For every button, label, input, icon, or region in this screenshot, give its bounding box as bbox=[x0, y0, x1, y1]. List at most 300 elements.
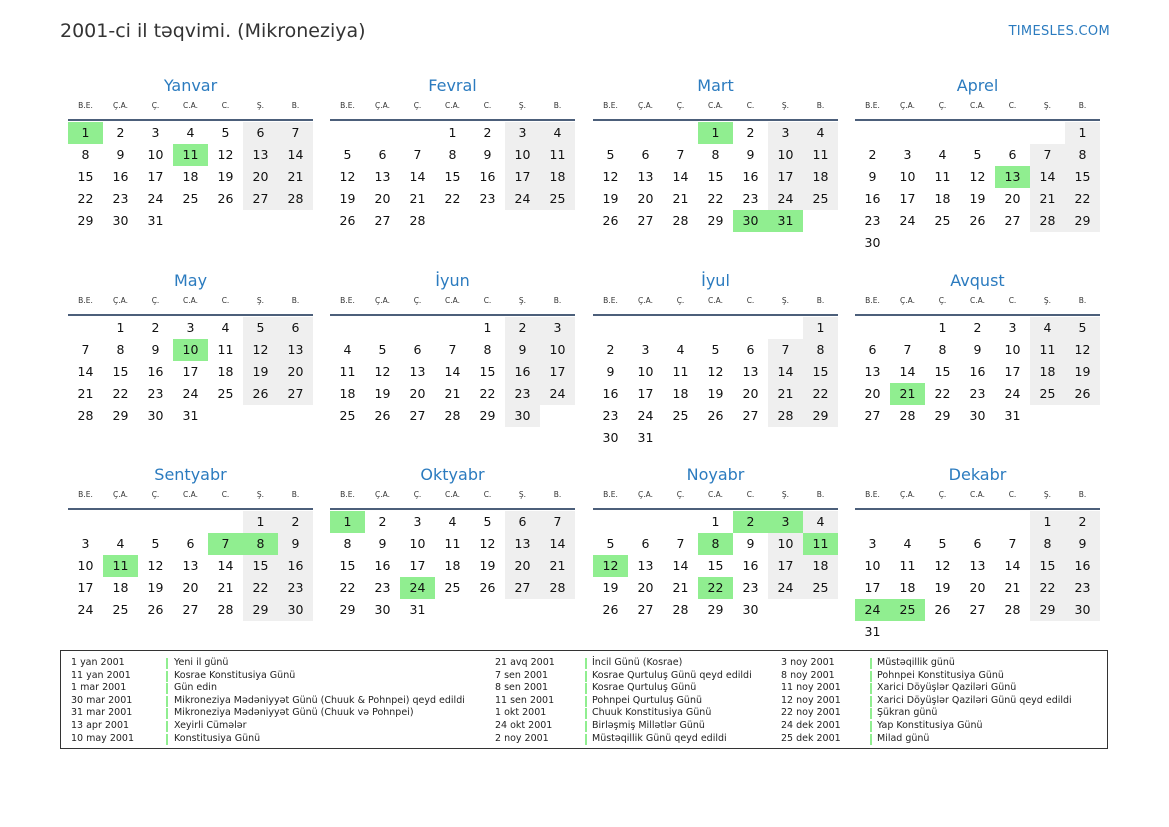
day-cell: 15 bbox=[339, 558, 356, 573]
weekday-label: Ş. bbox=[256, 490, 265, 499]
holiday-name: Pohnpei Qurtuluş Günü bbox=[592, 694, 702, 706]
holiday-marker bbox=[585, 671, 587, 682]
day-cell: 19 bbox=[147, 580, 164, 595]
day-cell: 14 bbox=[540, 533, 575, 555]
day-cell: 24 bbox=[899, 213, 916, 228]
day-cell: 25 bbox=[672, 408, 689, 423]
holiday-name: Mikroneziya Mədəniyyət Günü (Chuuk və Pohnpei) bbox=[174, 707, 414, 719]
weekday-header bbox=[68, 296, 313, 310]
day-cell: 23 bbox=[864, 213, 881, 228]
day-cell: 9 bbox=[746, 536, 755, 551]
day-cell: 5 bbox=[243, 317, 278, 339]
day-cell: 19 bbox=[339, 191, 356, 206]
day-cell: 15 bbox=[112, 364, 129, 379]
day-cell: 25 bbox=[803, 577, 838, 599]
day-cell: 17 bbox=[768, 166, 803, 188]
day-cell: 3 bbox=[413, 514, 422, 529]
holiday-name: İncil Günü (Kosrae) bbox=[592, 657, 683, 668]
day-cell: 8 bbox=[803, 339, 838, 361]
header-divider bbox=[330, 119, 575, 121]
day-cell: 27 bbox=[742, 408, 759, 423]
day-cell: 19 bbox=[969, 191, 986, 206]
weekday-label: B. bbox=[1078, 296, 1087, 305]
day-cell: 16 bbox=[374, 558, 391, 573]
day-cell: 28 bbox=[540, 577, 575, 599]
day-cell: 26 bbox=[217, 191, 234, 206]
day-cell: 22 bbox=[707, 191, 724, 206]
day-cell: 24 bbox=[1004, 386, 1021, 401]
day-cell: 21 bbox=[409, 191, 426, 206]
weekday-label: Ş. bbox=[1043, 490, 1052, 499]
day-cell: 31 bbox=[1004, 408, 1021, 423]
day-cell: 10 bbox=[540, 339, 575, 361]
day-cell: 19 bbox=[602, 191, 619, 206]
day-cell: 15 bbox=[77, 169, 94, 184]
day-cell: 1 bbox=[938, 320, 947, 335]
day-cell: 5 bbox=[938, 536, 947, 551]
day-cell: 2 bbox=[746, 125, 755, 140]
holiday-marker bbox=[870, 734, 872, 745]
header-divider bbox=[855, 119, 1100, 121]
weekday-label: Ş. bbox=[781, 490, 790, 499]
day-cell: 25 bbox=[339, 408, 356, 423]
day-cell: 13 bbox=[637, 558, 654, 573]
month-name: Sentyabr bbox=[154, 465, 227, 484]
day-cell: 4 bbox=[676, 342, 685, 357]
holiday-name: Milad günü bbox=[877, 732, 930, 744]
weekday-label: B. bbox=[553, 101, 562, 110]
day-cell: 10 bbox=[1004, 342, 1021, 357]
day-cell: 17 bbox=[540, 361, 575, 383]
day-cell: 28 bbox=[899, 408, 916, 423]
day-cell: 21 bbox=[672, 191, 689, 206]
day-cell: 17 bbox=[899, 191, 916, 206]
day-cell: 16 bbox=[112, 169, 129, 184]
holiday-marker bbox=[870, 721, 872, 732]
day-cell: 10 bbox=[409, 536, 426, 551]
weekday-label: Ç. bbox=[151, 490, 160, 499]
holiday-marker bbox=[870, 658, 872, 669]
day-cell: 4 bbox=[186, 125, 195, 140]
day-cell: 31 bbox=[182, 408, 199, 423]
day-cell: 7 bbox=[1008, 536, 1017, 551]
day-cell: 4 bbox=[116, 536, 125, 551]
month-name: Oktyabr bbox=[420, 465, 485, 484]
day-cell: 13 bbox=[182, 558, 199, 573]
header-divider bbox=[330, 508, 575, 510]
day-cell: 16 bbox=[969, 364, 986, 379]
month-name: Noyabr bbox=[686, 465, 745, 484]
weekday-label: Ç. bbox=[676, 296, 685, 305]
weekday-label: Ş. bbox=[256, 296, 265, 305]
day-cell: 31 bbox=[637, 430, 654, 445]
day-cell: 7 bbox=[903, 342, 912, 357]
holiday-date: 1 okt 2001 bbox=[495, 707, 547, 719]
day-cell: 19 bbox=[374, 386, 391, 401]
day-cell: 17 bbox=[147, 169, 164, 184]
day-cell: 25 bbox=[444, 580, 461, 595]
day-cell: 7 bbox=[413, 147, 422, 162]
holiday-date: 13 apr 2001 bbox=[71, 719, 130, 731]
day-cell: 9 bbox=[868, 169, 877, 184]
holiday-day-cell: 1 bbox=[68, 122, 103, 144]
weekday-label: C. bbox=[1008, 490, 1017, 499]
day-cell: 14 bbox=[1030, 166, 1065, 188]
weekday-label: Ç. bbox=[151, 296, 160, 305]
day-cell: 1 bbox=[448, 125, 457, 140]
weekday-label: C.A. bbox=[444, 296, 460, 305]
day-cell: 3 bbox=[151, 125, 160, 140]
weekday-label: Ç.A. bbox=[374, 490, 390, 499]
day-cell: 18 bbox=[1030, 361, 1065, 383]
day-cell: 18 bbox=[899, 580, 916, 595]
weekday-label: Ş. bbox=[781, 101, 790, 110]
day-cell: 7 bbox=[676, 147, 685, 162]
day-cell: 9 bbox=[151, 342, 160, 357]
day-cell: 3 bbox=[868, 536, 877, 551]
day-cell: 26 bbox=[934, 602, 951, 617]
day-cell: 5 bbox=[973, 147, 982, 162]
holiday-name: Chuuk Konstitusiya Günü bbox=[592, 707, 712, 719]
day-cell: 11 bbox=[217, 342, 234, 357]
weekday-label: Ş. bbox=[1043, 101, 1052, 110]
day-cell: 11 bbox=[672, 364, 689, 379]
day-cell: 20 bbox=[1004, 191, 1021, 206]
day-cell: 19 bbox=[243, 361, 278, 383]
day-cell: 20 bbox=[637, 191, 654, 206]
day-cell: 26 bbox=[147, 602, 164, 617]
day-cell: 30 bbox=[505, 405, 540, 427]
weekday-label: C. bbox=[746, 101, 755, 110]
day-cell: 24 bbox=[147, 191, 164, 206]
holiday-date: 10 may 2001 bbox=[71, 732, 135, 744]
holiday-day-cell: 21 bbox=[890, 383, 925, 405]
day-cell: 7 bbox=[768, 339, 803, 361]
day-cell: 28 bbox=[217, 602, 234, 617]
day-cell: 11 bbox=[444, 536, 461, 551]
holiday-day-cell: 3 bbox=[768, 511, 803, 533]
weekday-header bbox=[855, 490, 1100, 504]
day-cell: 29 bbox=[1030, 599, 1065, 621]
day-cell: 14 bbox=[444, 364, 461, 379]
holiday-day-cell: 8 bbox=[243, 533, 278, 555]
weekday-label: B. bbox=[816, 101, 825, 110]
holiday-name: Müstəqillik günü bbox=[877, 657, 955, 668]
day-cell: 2 bbox=[378, 514, 387, 529]
day-cell: 17 bbox=[637, 386, 654, 401]
day-cell: 20 bbox=[182, 580, 199, 595]
day-cell: 8 bbox=[1065, 144, 1100, 166]
weekday-label: C. bbox=[221, 101, 230, 110]
day-cell: 14 bbox=[1004, 558, 1021, 573]
day-cell: 14 bbox=[278, 144, 313, 166]
holiday-marker bbox=[166, 721, 168, 732]
day-cell: 6 bbox=[641, 147, 650, 162]
holiday-day-cell: 1 bbox=[698, 122, 733, 144]
day-cell: 22 bbox=[479, 386, 496, 401]
day-cell: 4 bbox=[448, 514, 457, 529]
day-cell: 27 bbox=[243, 188, 278, 210]
day-cell: 29 bbox=[707, 213, 724, 228]
holiday-date: 21 avq 2001 bbox=[495, 657, 555, 668]
day-cell: 13 bbox=[742, 364, 759, 379]
weekday-label: B. bbox=[291, 490, 300, 499]
day-cell: 13 bbox=[243, 144, 278, 166]
weekday-label: Ç.A. bbox=[899, 101, 915, 110]
holiday-name: Mikroneziya Mədəniyyət Günü (Chuuk & Pohnpei) qeyd edildi bbox=[174, 694, 465, 706]
day-cell: 14 bbox=[409, 169, 426, 184]
weekday-label: Ş. bbox=[518, 490, 527, 499]
day-cell: 7 bbox=[676, 536, 685, 551]
holiday-legend bbox=[60, 650, 1108, 749]
day-cell: 21 bbox=[672, 580, 689, 595]
day-cell: 27 bbox=[969, 602, 986, 617]
day-cell: 16 bbox=[742, 169, 759, 184]
holiday-date: 2 noy 2001 bbox=[495, 732, 549, 744]
day-cell: 9 bbox=[973, 342, 982, 357]
day-cell: 29 bbox=[934, 408, 951, 423]
holiday-date: 30 mar 2001 bbox=[71, 694, 133, 706]
day-cell: 9 bbox=[1065, 533, 1100, 555]
weekday-header bbox=[330, 490, 575, 504]
day-cell: 29 bbox=[707, 602, 724, 617]
holiday-day-cell: 22 bbox=[698, 577, 733, 599]
day-cell: 25 bbox=[217, 386, 234, 401]
weekday-label: B.E. bbox=[603, 296, 618, 305]
day-cell: 4 bbox=[938, 147, 947, 162]
day-cell: 15 bbox=[707, 169, 724, 184]
day-cell: 17 bbox=[505, 166, 540, 188]
day-cell: 4 bbox=[903, 536, 912, 551]
day-cell: 6 bbox=[413, 342, 422, 357]
day-cell: 27 bbox=[864, 408, 881, 423]
day-cell: 8 bbox=[343, 536, 352, 551]
day-cell: 12 bbox=[969, 169, 986, 184]
day-cell: 7 bbox=[278, 122, 313, 144]
holiday-name: Konstitusiya Günü bbox=[174, 732, 261, 744]
day-cell: 23 bbox=[112, 191, 129, 206]
holiday-marker bbox=[166, 734, 168, 745]
holiday-marker bbox=[585, 721, 587, 732]
day-cell: 21 bbox=[768, 383, 803, 405]
day-cell: 14 bbox=[672, 169, 689, 184]
weekday-label: B.E. bbox=[603, 490, 618, 499]
day-cell: 18 bbox=[803, 555, 838, 577]
day-cell: 5 bbox=[606, 147, 615, 162]
weekday-label: C.A. bbox=[969, 490, 985, 499]
day-cell: 14 bbox=[217, 558, 234, 573]
weekday-label: B. bbox=[291, 296, 300, 305]
day-cell: 6 bbox=[186, 536, 195, 551]
day-cell: 29 bbox=[77, 213, 94, 228]
weekday-label: C.A. bbox=[182, 296, 198, 305]
holiday-day-cell: 31 bbox=[768, 210, 803, 232]
weekday-label: C. bbox=[746, 490, 755, 499]
weekday-label: C. bbox=[483, 490, 492, 499]
weekday-label: Ç. bbox=[413, 490, 422, 499]
day-cell: 29 bbox=[479, 408, 496, 423]
day-cell: 13 bbox=[409, 364, 426, 379]
day-cell: 20 bbox=[637, 580, 654, 595]
day-cell: 30 bbox=[864, 235, 881, 250]
day-cell: 18 bbox=[672, 386, 689, 401]
day-cell: 16 bbox=[602, 386, 619, 401]
day-cell: 26 bbox=[707, 408, 724, 423]
day-cell: 27 bbox=[505, 577, 540, 599]
holiday-name: Xarici Döyüşlər Qaziləri Günü qeyd edildi bbox=[877, 694, 1072, 706]
holiday-date: 7 sen 2001 bbox=[495, 669, 549, 681]
weekday-label: Ç. bbox=[676, 101, 685, 110]
day-cell: 24 bbox=[182, 386, 199, 401]
header-divider bbox=[593, 508, 838, 510]
day-cell: 9 bbox=[378, 536, 387, 551]
holiday-date: 11 noy 2001 bbox=[781, 682, 841, 694]
day-cell: 1 bbox=[243, 511, 278, 533]
weekday-label: Ç. bbox=[938, 490, 947, 499]
day-cell: 22 bbox=[1030, 577, 1065, 599]
day-cell: 11 bbox=[339, 364, 356, 379]
month-name: İyun bbox=[435, 271, 470, 290]
day-cell: 17 bbox=[1004, 364, 1021, 379]
holiday-name: Xeyirli Cümələr bbox=[174, 719, 247, 731]
header-divider bbox=[330, 314, 575, 316]
weekday-label: B. bbox=[816, 490, 825, 499]
day-cell: 13 bbox=[278, 339, 313, 361]
day-cell: 5 bbox=[1065, 317, 1100, 339]
day-cell: 12 bbox=[934, 558, 951, 573]
day-cell: 26 bbox=[243, 383, 278, 405]
day-cell: 20 bbox=[742, 386, 759, 401]
day-cell: 18 bbox=[339, 386, 356, 401]
day-cell: 3 bbox=[903, 147, 912, 162]
day-cell: 29 bbox=[112, 408, 129, 423]
day-cell: 11 bbox=[1030, 339, 1065, 361]
day-cell: 15 bbox=[479, 364, 496, 379]
day-cell: 8 bbox=[711, 147, 720, 162]
day-cell: 19 bbox=[479, 558, 496, 573]
holiday-date: 11 sen 2001 bbox=[495, 694, 555, 706]
holiday-marker bbox=[166, 671, 168, 682]
day-cell: 25 bbox=[540, 188, 575, 210]
day-cell: 29 bbox=[803, 405, 838, 427]
holiday-day-cell: 8 bbox=[698, 533, 733, 555]
day-cell: 6 bbox=[973, 536, 982, 551]
day-cell: 15 bbox=[707, 558, 724, 573]
holiday-name: Pohnpei Konstitusiya Günü bbox=[877, 669, 1004, 681]
header-divider bbox=[68, 119, 313, 121]
day-cell: 2 bbox=[868, 147, 877, 162]
holiday-marker bbox=[166, 683, 168, 694]
weekday-label: Ş. bbox=[518, 296, 527, 305]
weekday-label: B.E. bbox=[78, 296, 93, 305]
day-cell: 23 bbox=[374, 580, 391, 595]
day-cell: 3 bbox=[505, 122, 540, 144]
day-cell: 14 bbox=[768, 361, 803, 383]
day-cell: 5 bbox=[221, 125, 230, 140]
day-cell: 2 bbox=[278, 511, 313, 533]
header-divider bbox=[593, 314, 838, 316]
day-cell: 30 bbox=[112, 213, 129, 228]
holiday-marker bbox=[166, 696, 168, 707]
holiday-day-cell: 11 bbox=[173, 144, 208, 166]
day-cell: 11 bbox=[934, 169, 951, 184]
holiday-date: 25 dek 2001 bbox=[781, 732, 841, 744]
holiday-date: 8 sen 2001 bbox=[495, 682, 549, 694]
weekday-label: Ş. bbox=[256, 101, 265, 110]
holiday-date: 12 noy 2001 bbox=[781, 694, 841, 706]
day-cell: 31 bbox=[147, 213, 164, 228]
day-cell: 18 bbox=[112, 580, 129, 595]
day-cell: 2 bbox=[505, 317, 540, 339]
holiday-date: 24 dek 2001 bbox=[781, 719, 841, 731]
weekday-label: B. bbox=[816, 296, 825, 305]
weekday-label: B.E. bbox=[865, 490, 880, 499]
day-cell: 13 bbox=[969, 558, 986, 573]
day-cell: 27 bbox=[278, 383, 313, 405]
day-cell: 28 bbox=[278, 188, 313, 210]
day-cell: 29 bbox=[339, 602, 356, 617]
day-cell: 12 bbox=[243, 339, 278, 361]
day-cell: 24 bbox=[768, 188, 803, 210]
day-cell: 9 bbox=[505, 339, 540, 361]
day-cell: 3 bbox=[540, 317, 575, 339]
month-name: Dekabr bbox=[948, 465, 1007, 484]
day-cell: 20 bbox=[864, 386, 881, 401]
day-cell: 20 bbox=[969, 580, 986, 595]
holiday-day-cell: 25 bbox=[890, 599, 925, 621]
day-cell: 25 bbox=[182, 191, 199, 206]
day-cell: 2 bbox=[116, 125, 125, 140]
day-cell: 6 bbox=[641, 536, 650, 551]
weekday-label: Ç.A. bbox=[637, 490, 653, 499]
weekday-label: C.A. bbox=[969, 296, 985, 305]
day-cell: 12 bbox=[217, 147, 234, 162]
weekday-label: Ç. bbox=[676, 490, 685, 499]
day-cell: 4 bbox=[1030, 317, 1065, 339]
day-cell: 14 bbox=[77, 364, 94, 379]
day-cell: 23 bbox=[479, 191, 496, 206]
day-cell: 19 bbox=[1065, 361, 1100, 383]
day-cell: 30 bbox=[278, 599, 313, 621]
day-cell: 30 bbox=[147, 408, 164, 423]
day-cell: 2 bbox=[151, 320, 160, 335]
day-cell: 30 bbox=[374, 602, 391, 617]
day-cell: 26 bbox=[479, 580, 496, 595]
site-brand-link[interactable]: TIMESLES.COM bbox=[1008, 24, 1110, 39]
day-cell: 12 bbox=[147, 558, 164, 573]
weekday-label: C. bbox=[221, 490, 230, 499]
day-cell: 26 bbox=[602, 213, 619, 228]
page-title: 2001-ci il təqvimi. (Mikroneziya) bbox=[60, 20, 366, 42]
day-cell: 29 bbox=[243, 599, 278, 621]
holiday-name: Birləşmiş Millətlər Günü bbox=[592, 719, 705, 731]
day-cell: 5 bbox=[378, 342, 387, 357]
day-cell: 22 bbox=[934, 386, 951, 401]
weekday-header bbox=[330, 101, 575, 115]
day-cell: 8 bbox=[116, 342, 125, 357]
day-cell: 15 bbox=[243, 555, 278, 577]
day-cell: 27 bbox=[637, 602, 654, 617]
header-divider bbox=[855, 314, 1100, 316]
day-cell: 25 bbox=[1030, 383, 1065, 405]
weekday-label: C.A. bbox=[444, 490, 460, 499]
day-cell: 14 bbox=[899, 364, 916, 379]
day-cell: 18 bbox=[540, 166, 575, 188]
weekday-label: Ş. bbox=[518, 101, 527, 110]
holiday-day-cell: 11 bbox=[103, 555, 138, 577]
weekday-header bbox=[593, 490, 838, 504]
day-cell: 17 bbox=[864, 580, 881, 595]
